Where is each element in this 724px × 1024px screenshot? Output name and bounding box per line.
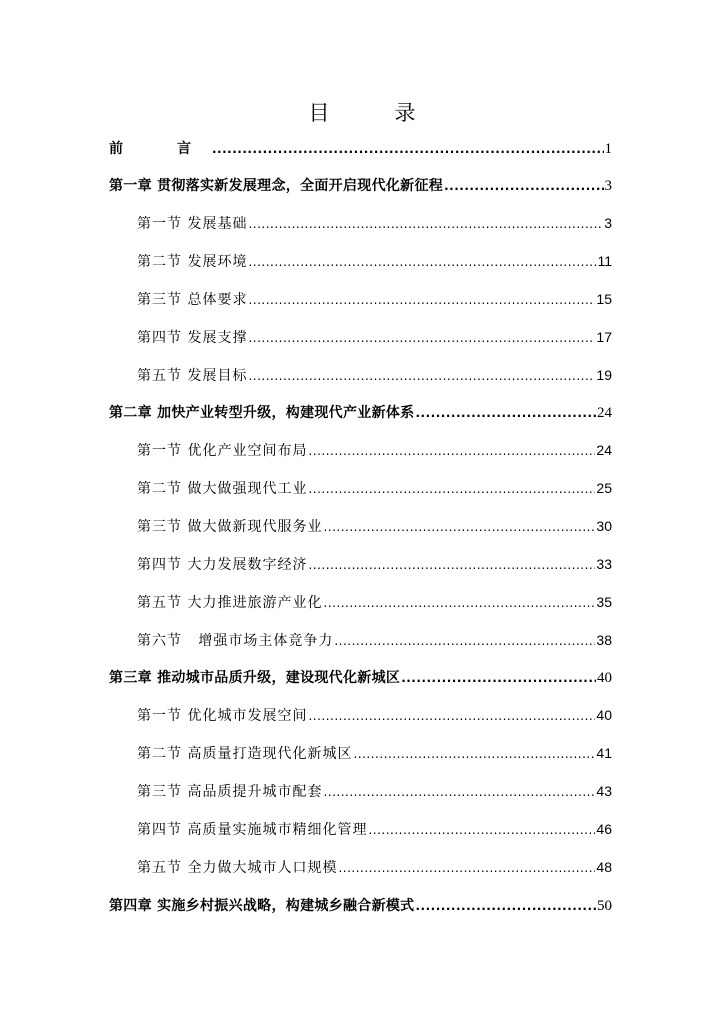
toc-entry-section[interactable]	[0, 327, 724, 351]
toc-page-number: 35	[596, 594, 612, 610]
dot-leader	[248, 293, 595, 307]
dot-leader	[308, 558, 595, 572]
toc-entry-label: 前 言	[109, 141, 211, 157]
dot-leader	[212, 142, 604, 156]
toc-entry-label: 第三节 做大做新现代服务业	[137, 519, 323, 535]
toc-page-number: 24	[597, 405, 612, 421]
dot-leader	[415, 406, 596, 420]
dot-leader	[248, 331, 595, 345]
toc-entry-section[interactable]	[0, 440, 724, 464]
toc-entry-label: 第二章 加快产业转型升级，构建现代产业新体系	[109, 405, 415, 421]
toc-entry-section[interactable]	[0, 592, 724, 616]
toc-page-number: 33	[596, 556, 612, 572]
toc-page-number: 43	[596, 783, 612, 799]
toc-entry-label: 第一节 优化产业空间布局	[137, 443, 308, 459]
toc-entry-chapter-2[interactable]	[0, 402, 724, 426]
toc-page-number: 17	[596, 329, 612, 345]
toc-page-number: 24	[596, 442, 612, 458]
toc-page-number: 41	[596, 745, 612, 761]
toc-entry-label: 第三章 推动城市品质升级，建设现代化新城区	[109, 670, 401, 686]
toc-title: 目 录	[308, 101, 438, 125]
toc-entry-label: 第一章 贯彻落实新发展理念，全面开启现代化新征程	[109, 178, 444, 194]
toc-entry-label: 第一节 优化城市发展空间	[137, 708, 308, 724]
toc-entry-label: 第一节 发展基础	[137, 216, 248, 232]
dot-leader	[368, 823, 595, 837]
toc-entry-section[interactable]	[0, 251, 724, 275]
toc-page-number: 38	[596, 632, 612, 648]
toc-entry-section[interactable]	[0, 554, 724, 578]
toc-page-number: 3	[604, 178, 612, 194]
dot-leader	[248, 369, 595, 383]
toc-page-number: 1	[604, 141, 612, 157]
dot-leader	[353, 747, 595, 761]
dot-leader	[334, 634, 595, 648]
toc-page-number: 30	[596, 518, 612, 534]
toc-page-number: 48	[596, 859, 612, 875]
toc-entry-label: 第五节 全力做大城市人口规模	[137, 860, 338, 876]
toc-page-number: 25	[596, 480, 612, 496]
toc-entry-label: 第三节 总体要求	[137, 292, 248, 308]
toc-entry-section[interactable]	[0, 478, 724, 502]
toc-page-number: 11	[597, 253, 612, 269]
toc-entry-label: 第二节 做大做强现代工业	[137, 481, 308, 497]
dot-leader	[415, 899, 596, 913]
toc-entry-label: 第二节 发展环境	[137, 254, 248, 270]
toc-page-number: 19	[596, 367, 612, 383]
dot-leader	[401, 671, 596, 685]
toc-entry-label: 第二节 高质量打造现代化新城区	[137, 746, 353, 762]
toc-page-number: 3	[604, 215, 612, 231]
toc-entry-label: 第六节 增强市场主体竞争力	[137, 633, 334, 649]
dot-leader	[248, 255, 596, 269]
toc-page-number: 46	[596, 821, 612, 837]
toc-entry-section[interactable]	[0, 516, 724, 540]
toc-entry-section[interactable]	[0, 781, 724, 805]
toc-entry-label: 第四节 发展支撑	[137, 330, 248, 346]
toc-entry-chapter-4[interactable]	[0, 895, 724, 919]
dot-leader	[323, 785, 595, 799]
toc-entry-section[interactable]	[0, 365, 724, 389]
toc-page-number: 40	[596, 707, 612, 723]
toc-entry-label: 第四节 高质量实施城市精细化管理	[137, 822, 368, 838]
toc-entry-chapter-3[interactable]	[0, 667, 724, 691]
toc-entry-section[interactable]	[0, 630, 724, 654]
toc-entry-section[interactable]	[0, 743, 724, 767]
toc-entry-label: 第三节 高品质提升城市配套	[137, 784, 323, 800]
toc-entry-section[interactable]	[0, 857, 724, 881]
dot-leader	[308, 444, 595, 458]
toc-page-number: 40	[597, 670, 612, 686]
toc-entry-label: 第四章 实施乡村振兴战略，构建城乡融合新模式	[109, 898, 415, 914]
dot-leader	[308, 709, 595, 723]
toc-entry-chapter-1[interactable]	[0, 175, 724, 199]
dot-leader	[338, 861, 595, 875]
toc-entry-section[interactable]	[0, 213, 724, 237]
toc-page-number: 15	[596, 291, 612, 307]
dot-leader	[248, 217, 603, 231]
toc-entry-preface[interactable]	[0, 138, 724, 162]
dot-leader	[308, 482, 595, 496]
dot-leader	[323, 596, 595, 610]
toc-entry-label: 第五节 大力推进旅游产业化	[137, 595, 323, 611]
toc-page-number: 50	[597, 898, 612, 914]
toc-entry-label: 第五节 发展目标	[137, 368, 248, 384]
toc-entry-section[interactable]	[0, 819, 724, 843]
toc-entry-label: 第四节 大力发展数字经济	[137, 557, 308, 573]
dot-leader	[444, 179, 603, 193]
toc-entry-section[interactable]	[0, 289, 724, 313]
toc-entry-section[interactable]	[0, 705, 724, 729]
dot-leader	[323, 520, 595, 534]
